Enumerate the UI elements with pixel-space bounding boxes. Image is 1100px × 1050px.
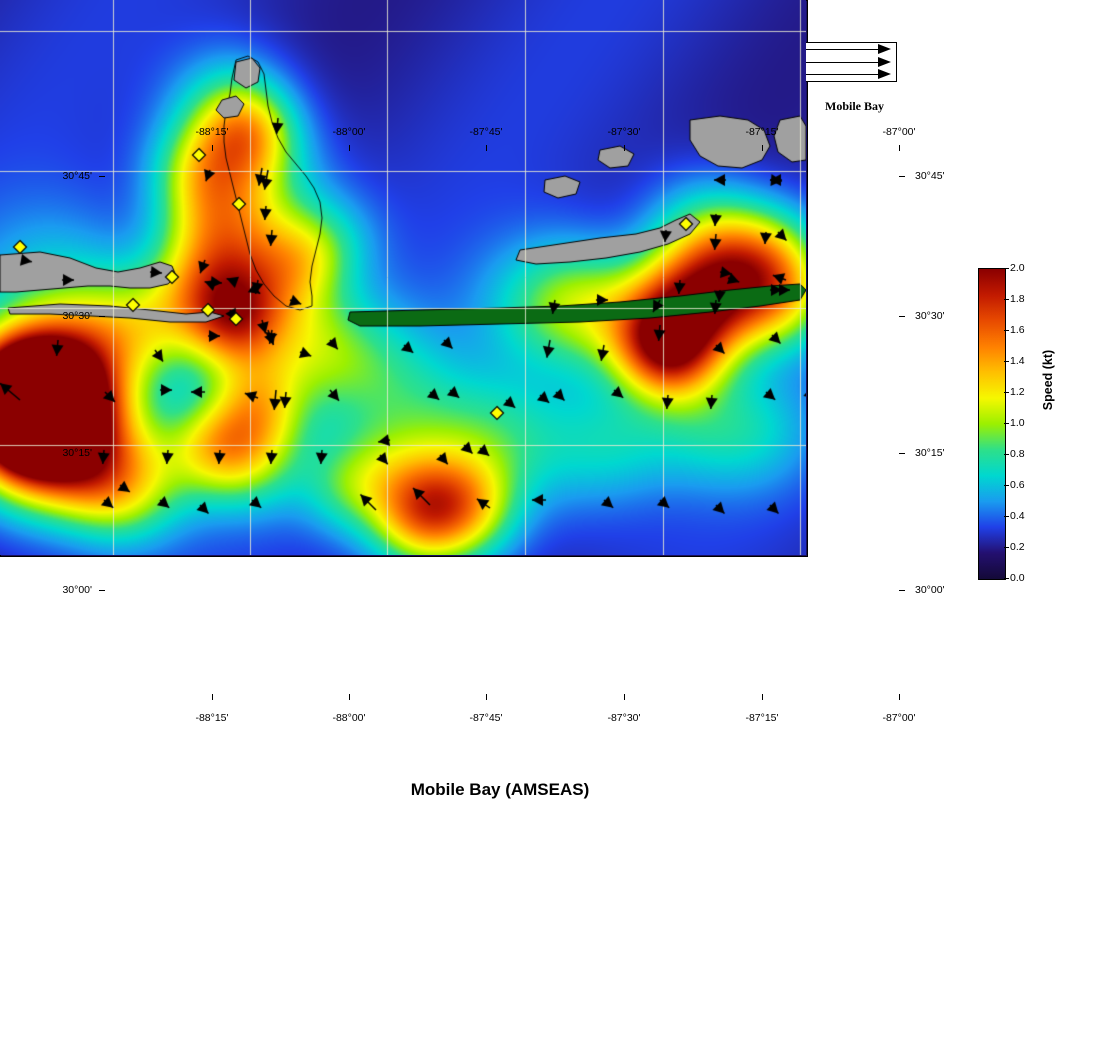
y-axis-tickmark: [99, 176, 105, 177]
colorbar-tickmark: [1004, 485, 1009, 486]
x-axis-tickmark: [762, 694, 763, 700]
y-axis-tick-label: 30°00': [62, 584, 92, 596]
y-axis-tickmark: [899, 590, 905, 591]
y-axis-tick-label: 30°45': [62, 170, 92, 182]
y-axis-tick-label: 30°45': [915, 170, 945, 182]
y-axis-tickmark: [899, 453, 905, 454]
y-axis-tickmark: [899, 316, 905, 317]
x-axis-tickmark: [212, 145, 213, 151]
colorbar-tickmark: [1004, 516, 1009, 517]
x-axis-tick-label: -88°15': [195, 712, 229, 724]
bottom-title: Mobile Bay (AMSEAS): [410, 780, 590, 799]
colorbar-tickmark: [1004, 299, 1009, 300]
colorbar-tick-label: 1.4: [1010, 355, 1025, 367]
x-axis-tickmark: [624, 694, 625, 700]
x-axis-tickmark: [899, 145, 900, 151]
x-axis-tickmark: [624, 145, 625, 151]
x-axis-tick-label: -88°00': [332, 126, 366, 138]
colorbar-tickmark: [1004, 330, 1009, 331]
y-axis-tick-label: 30°30': [62, 310, 92, 322]
y-axis-tickmark: [899, 176, 905, 177]
vector-key-arrowhead-icon: [878, 57, 891, 67]
colorbar-tick-label: 2.0: [1010, 262, 1025, 274]
y-axis-tick-label: 30°15': [915, 447, 945, 459]
colorbar-tickmark: [1004, 268, 1009, 269]
colorbar-tickmark: [1004, 361, 1009, 362]
vector-key-arrowhead-icon: [878, 69, 891, 79]
colorbar-title: Speed (kt): [1041, 349, 1055, 411]
currents-map[interactable]: [0, 0, 808, 557]
colorbar-gradient: [978, 268, 1006, 580]
colorbar-tickmark: [1004, 547, 1009, 548]
x-axis-tick-label: -87°30': [607, 126, 641, 138]
y-axis-tick-label: 30°30': [915, 310, 945, 322]
map-raster: [0, 0, 806, 555]
x-axis-tick-label: -87°45': [469, 712, 503, 724]
x-axis-tick-label: -88°15': [195, 126, 229, 138]
colorbar-tick-label: 1.8: [1010, 293, 1025, 305]
colorbar-tick-label: 1.2: [1010, 386, 1025, 398]
x-axis-tick-label: -87°15': [745, 126, 779, 138]
y-axis-tick-label: 30°15': [62, 447, 92, 459]
y-axis-tick-label: 30°00': [915, 584, 945, 596]
y-axis-tickmark: [99, 316, 105, 317]
colorbar-tick-label: 1.0: [1010, 417, 1025, 429]
x-axis-tickmark: [349, 694, 350, 700]
colorbar-tickmark: [1004, 454, 1009, 455]
x-axis-tick-label: -87°15': [745, 712, 779, 724]
x-axis-tick-label: -87°45': [469, 126, 503, 138]
x-axis-tickmark: [899, 694, 900, 700]
x-axis-tick-label: -87°00': [882, 712, 916, 724]
colorbar-tick-label: 0.8: [1010, 448, 1025, 460]
colorbar-tick-label: 0.0: [1010, 572, 1025, 584]
region-label: Mobile Bay: [825, 99, 884, 113]
colorbar-tickmark: [1004, 423, 1009, 424]
colorbar-tickmark: [1004, 578, 1009, 579]
vector-key-line: [802, 49, 880, 50]
x-axis-tick-label: -87°30': [607, 712, 641, 724]
x-axis-tickmark: [349, 145, 350, 151]
vector-key-arrowhead-icon: [878, 44, 891, 54]
x-axis-tickmark: [212, 694, 213, 700]
colorbar-tick-label: 0.2: [1010, 541, 1025, 553]
colorbar-tick-label: 1.6: [1010, 324, 1025, 336]
colorbar-tickmark: [1004, 392, 1009, 393]
y-axis-tickmark: [99, 590, 105, 591]
colorbar-tick-label: 0.4: [1010, 510, 1025, 522]
x-axis-tickmark: [486, 694, 487, 700]
y-axis-tickmark: [99, 453, 105, 454]
x-axis-tick-label: -88°00': [332, 712, 366, 724]
x-axis-tick-label: -87°00': [882, 126, 916, 138]
x-axis-tickmark: [486, 145, 487, 151]
x-axis-tickmark: [762, 145, 763, 151]
colorbar-tick-label: 0.6: [1010, 479, 1025, 491]
